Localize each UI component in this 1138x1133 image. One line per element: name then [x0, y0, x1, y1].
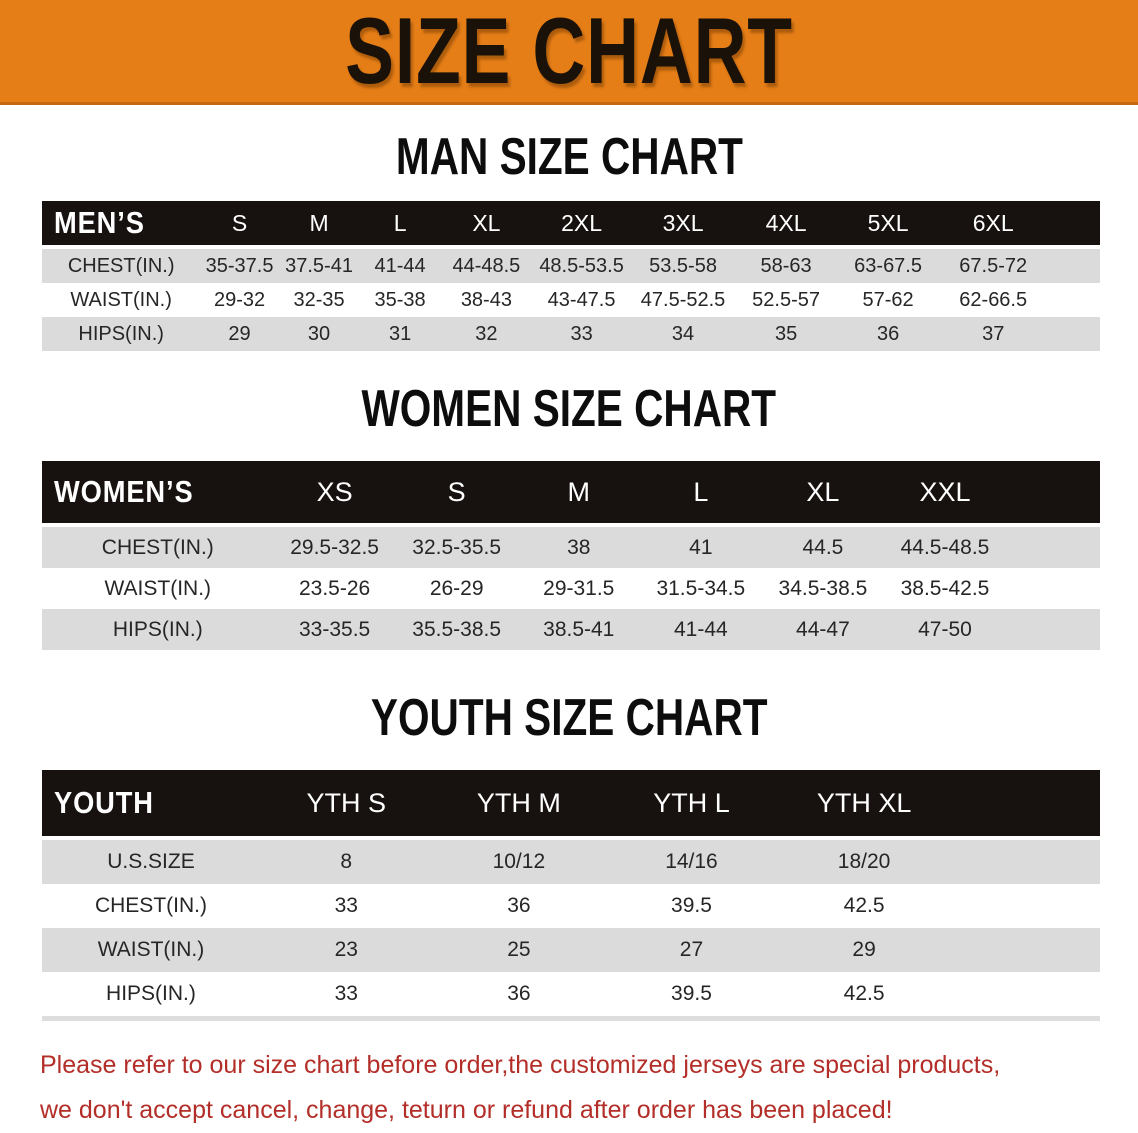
measurement-value: 38.5-42.5	[884, 568, 1006, 609]
measurement-value: 32-35	[279, 283, 360, 317]
measurement-value: 33	[532, 317, 631, 351]
men-section-heading	[0, 128, 1138, 186]
women-header-row	[42, 461, 1100, 525]
size-column-header: XL	[762, 461, 884, 525]
row-label: WAIST(IN.)	[42, 928, 260, 972]
measurement-row	[42, 838, 1100, 884]
row-label: CHEST(IN.)	[42, 247, 200, 283]
measurement-value: 47.5-52.5	[631, 283, 735, 317]
measurement-value: 41-44	[640, 609, 762, 650]
notice-line-1: Please refer to our size chart before order,the customized jerseys are special products,	[40, 1051, 1001, 1079]
measurement-value: 43-47.5	[532, 283, 631, 317]
measurement-value: 31	[359, 317, 441, 351]
measurement-value: 38	[518, 525, 640, 568]
measurement-value: 25	[433, 928, 606, 972]
measurement-value: 8	[260, 838, 433, 884]
measurement-row	[42, 317, 1100, 351]
table-label-text: WOMEN’S	[54, 474, 194, 509]
measurement-value: 35.5-38.5	[396, 609, 518, 650]
size-column-header: XS	[274, 461, 396, 525]
men-header-row	[42, 201, 1100, 247]
filler-cell	[1048, 283, 1100, 317]
measurement-value: 36	[433, 884, 606, 928]
filler-cell	[950, 838, 1100, 884]
size-column-header: XL	[441, 201, 532, 247]
row-label: WAIST(IN.)	[42, 283, 200, 317]
measurement-value: 30	[279, 317, 360, 351]
measurement-value: 44.5-48.5	[884, 525, 1006, 568]
measurement-value: 33	[260, 884, 433, 928]
measurement-value: 37.5-41	[279, 247, 360, 283]
measurement-value: 42.5	[778, 884, 951, 928]
measurement-value: 29.5-32.5	[274, 525, 396, 568]
men-section-heading-text: MAN SIZE CHART	[395, 128, 743, 186]
measurement-value: 10/12	[433, 838, 606, 884]
measurement-value: 39.5	[605, 884, 778, 928]
women-size-table	[42, 461, 1100, 650]
size-column-header: YTH M	[433, 770, 606, 838]
row-label: CHEST(IN.)	[42, 525, 274, 568]
measurement-value: 35-37.5	[200, 247, 278, 283]
size-column-header: S	[200, 201, 278, 247]
filler-cell	[1048, 201, 1100, 247]
youth-section-heading-text: YOUTH SIZE CHART	[370, 689, 768, 747]
measurement-value: 34	[631, 317, 735, 351]
measurement-value: 29-32	[200, 283, 278, 317]
measurement-value: 38.5-41	[518, 609, 640, 650]
measurement-value: 35-38	[359, 283, 441, 317]
banner-title-text: SIZE CHART	[345, 0, 793, 103]
size-column-header: S	[396, 461, 518, 525]
measurement-value: 27	[605, 928, 778, 972]
measurement-value: 23.5-26	[274, 568, 396, 609]
filler-cell	[1006, 461, 1100, 525]
measurement-value: 36	[433, 972, 606, 1019]
measurement-row	[42, 928, 1100, 972]
measurement-value: 36	[837, 317, 938, 351]
measurement-value: 18/20	[778, 838, 951, 884]
youth-table-label	[42, 770, 260, 838]
filler-cell	[950, 884, 1100, 928]
measurement-value: 41	[640, 525, 762, 568]
banner	[0, 0, 1138, 105]
measurement-value: 14/16	[605, 838, 778, 884]
size-column-header: 2XL	[532, 201, 631, 247]
filler-cell	[950, 972, 1100, 1019]
size-column-header: YTH S	[260, 770, 433, 838]
measurement-value: 37	[939, 317, 1048, 351]
measurement-value: 33-35.5	[274, 609, 396, 650]
measurement-value: 23	[260, 928, 433, 972]
filler-cell	[1006, 525, 1100, 568]
measurement-row	[42, 247, 1100, 283]
order-notice	[40, 1043, 1138, 1133]
filler-cell	[1006, 568, 1100, 609]
size-column-header: 4XL	[735, 201, 838, 247]
size-column-header: XXL	[884, 461, 1006, 525]
measurement-value: 58-63	[735, 247, 838, 283]
filler-cell	[950, 928, 1100, 972]
filler-cell	[1006, 609, 1100, 650]
row-label: HIPS(IN.)	[42, 972, 260, 1019]
measurement-value: 62-66.5	[939, 283, 1048, 317]
measurement-value: 32	[441, 317, 532, 351]
measurement-row	[42, 525, 1100, 568]
women-section-heading	[0, 380, 1138, 438]
measurement-value: 63-67.5	[837, 247, 938, 283]
row-label: HIPS(IN.)	[42, 609, 274, 650]
measurement-row	[42, 609, 1100, 650]
size-column-header: 5XL	[837, 201, 938, 247]
filler-cell	[1048, 247, 1100, 283]
notice-line-2: we don't accept cancel, change, teturn or refund after order has been placed!	[40, 1096, 893, 1124]
measurement-value: 57-62	[837, 283, 938, 317]
measurement-value: 52.5-57	[735, 283, 838, 317]
measurement-value: 35	[735, 317, 838, 351]
filler-cell	[950, 770, 1100, 838]
size-column-header: M	[279, 201, 360, 247]
measurement-value: 38-43	[441, 283, 532, 317]
size-column-header: 3XL	[631, 201, 735, 247]
measurement-value: 67.5-72	[939, 247, 1048, 283]
table-label-text: MEN’S	[54, 205, 145, 240]
measurement-value: 44.5	[762, 525, 884, 568]
size-column-header: L	[640, 461, 762, 525]
size-column-header: 6XL	[939, 201, 1048, 247]
measurement-value: 32.5-35.5	[396, 525, 518, 568]
size-column-header: YTH L	[605, 770, 778, 838]
youth-header-row	[42, 770, 1100, 838]
measurement-value: 48.5-53.5	[532, 247, 631, 283]
measurement-value: 29	[200, 317, 278, 351]
men-table-label	[42, 201, 200, 247]
table-label-text: YOUTH	[54, 785, 154, 820]
women-section-heading-text: WOMEN SIZE CHART	[361, 380, 777, 438]
measurement-row	[42, 884, 1100, 928]
women-table-label	[42, 461, 274, 525]
row-label: U.S.SIZE	[42, 838, 260, 884]
row-label: WAIST(IN.)	[42, 568, 274, 609]
measurement-value: 47-50	[884, 609, 1006, 650]
measurement-row	[42, 568, 1100, 609]
measurement-row	[42, 972, 1100, 1019]
measurement-value: 39.5	[605, 972, 778, 1019]
measurement-value: 53.5-58	[631, 247, 735, 283]
measurement-value: 44-48.5	[441, 247, 532, 283]
filler-cell	[1048, 317, 1100, 351]
youth-size-table	[42, 770, 1100, 1021]
measurement-value: 29-31.5	[518, 568, 640, 609]
banner-title	[282, 0, 856, 103]
measurement-value: 42.5	[778, 972, 951, 1019]
measurement-value: 44-47	[762, 609, 884, 650]
measurement-value: 26-29	[396, 568, 518, 609]
youth-section-heading	[0, 689, 1138, 747]
row-label: CHEST(IN.)	[42, 884, 260, 928]
men-size-table	[42, 201, 1100, 351]
measurement-row	[42, 283, 1100, 317]
measurement-value: 41-44	[359, 247, 441, 283]
measurement-value: 33	[260, 972, 433, 1019]
row-label: HIPS(IN.)	[42, 317, 200, 351]
size-column-header: M	[518, 461, 640, 525]
size-column-header: L	[359, 201, 441, 247]
measurement-value: 31.5-34.5	[640, 568, 762, 609]
measurement-value: 34.5-38.5	[762, 568, 884, 609]
measurement-value: 29	[778, 928, 951, 972]
size-column-header: YTH XL	[778, 770, 951, 838]
